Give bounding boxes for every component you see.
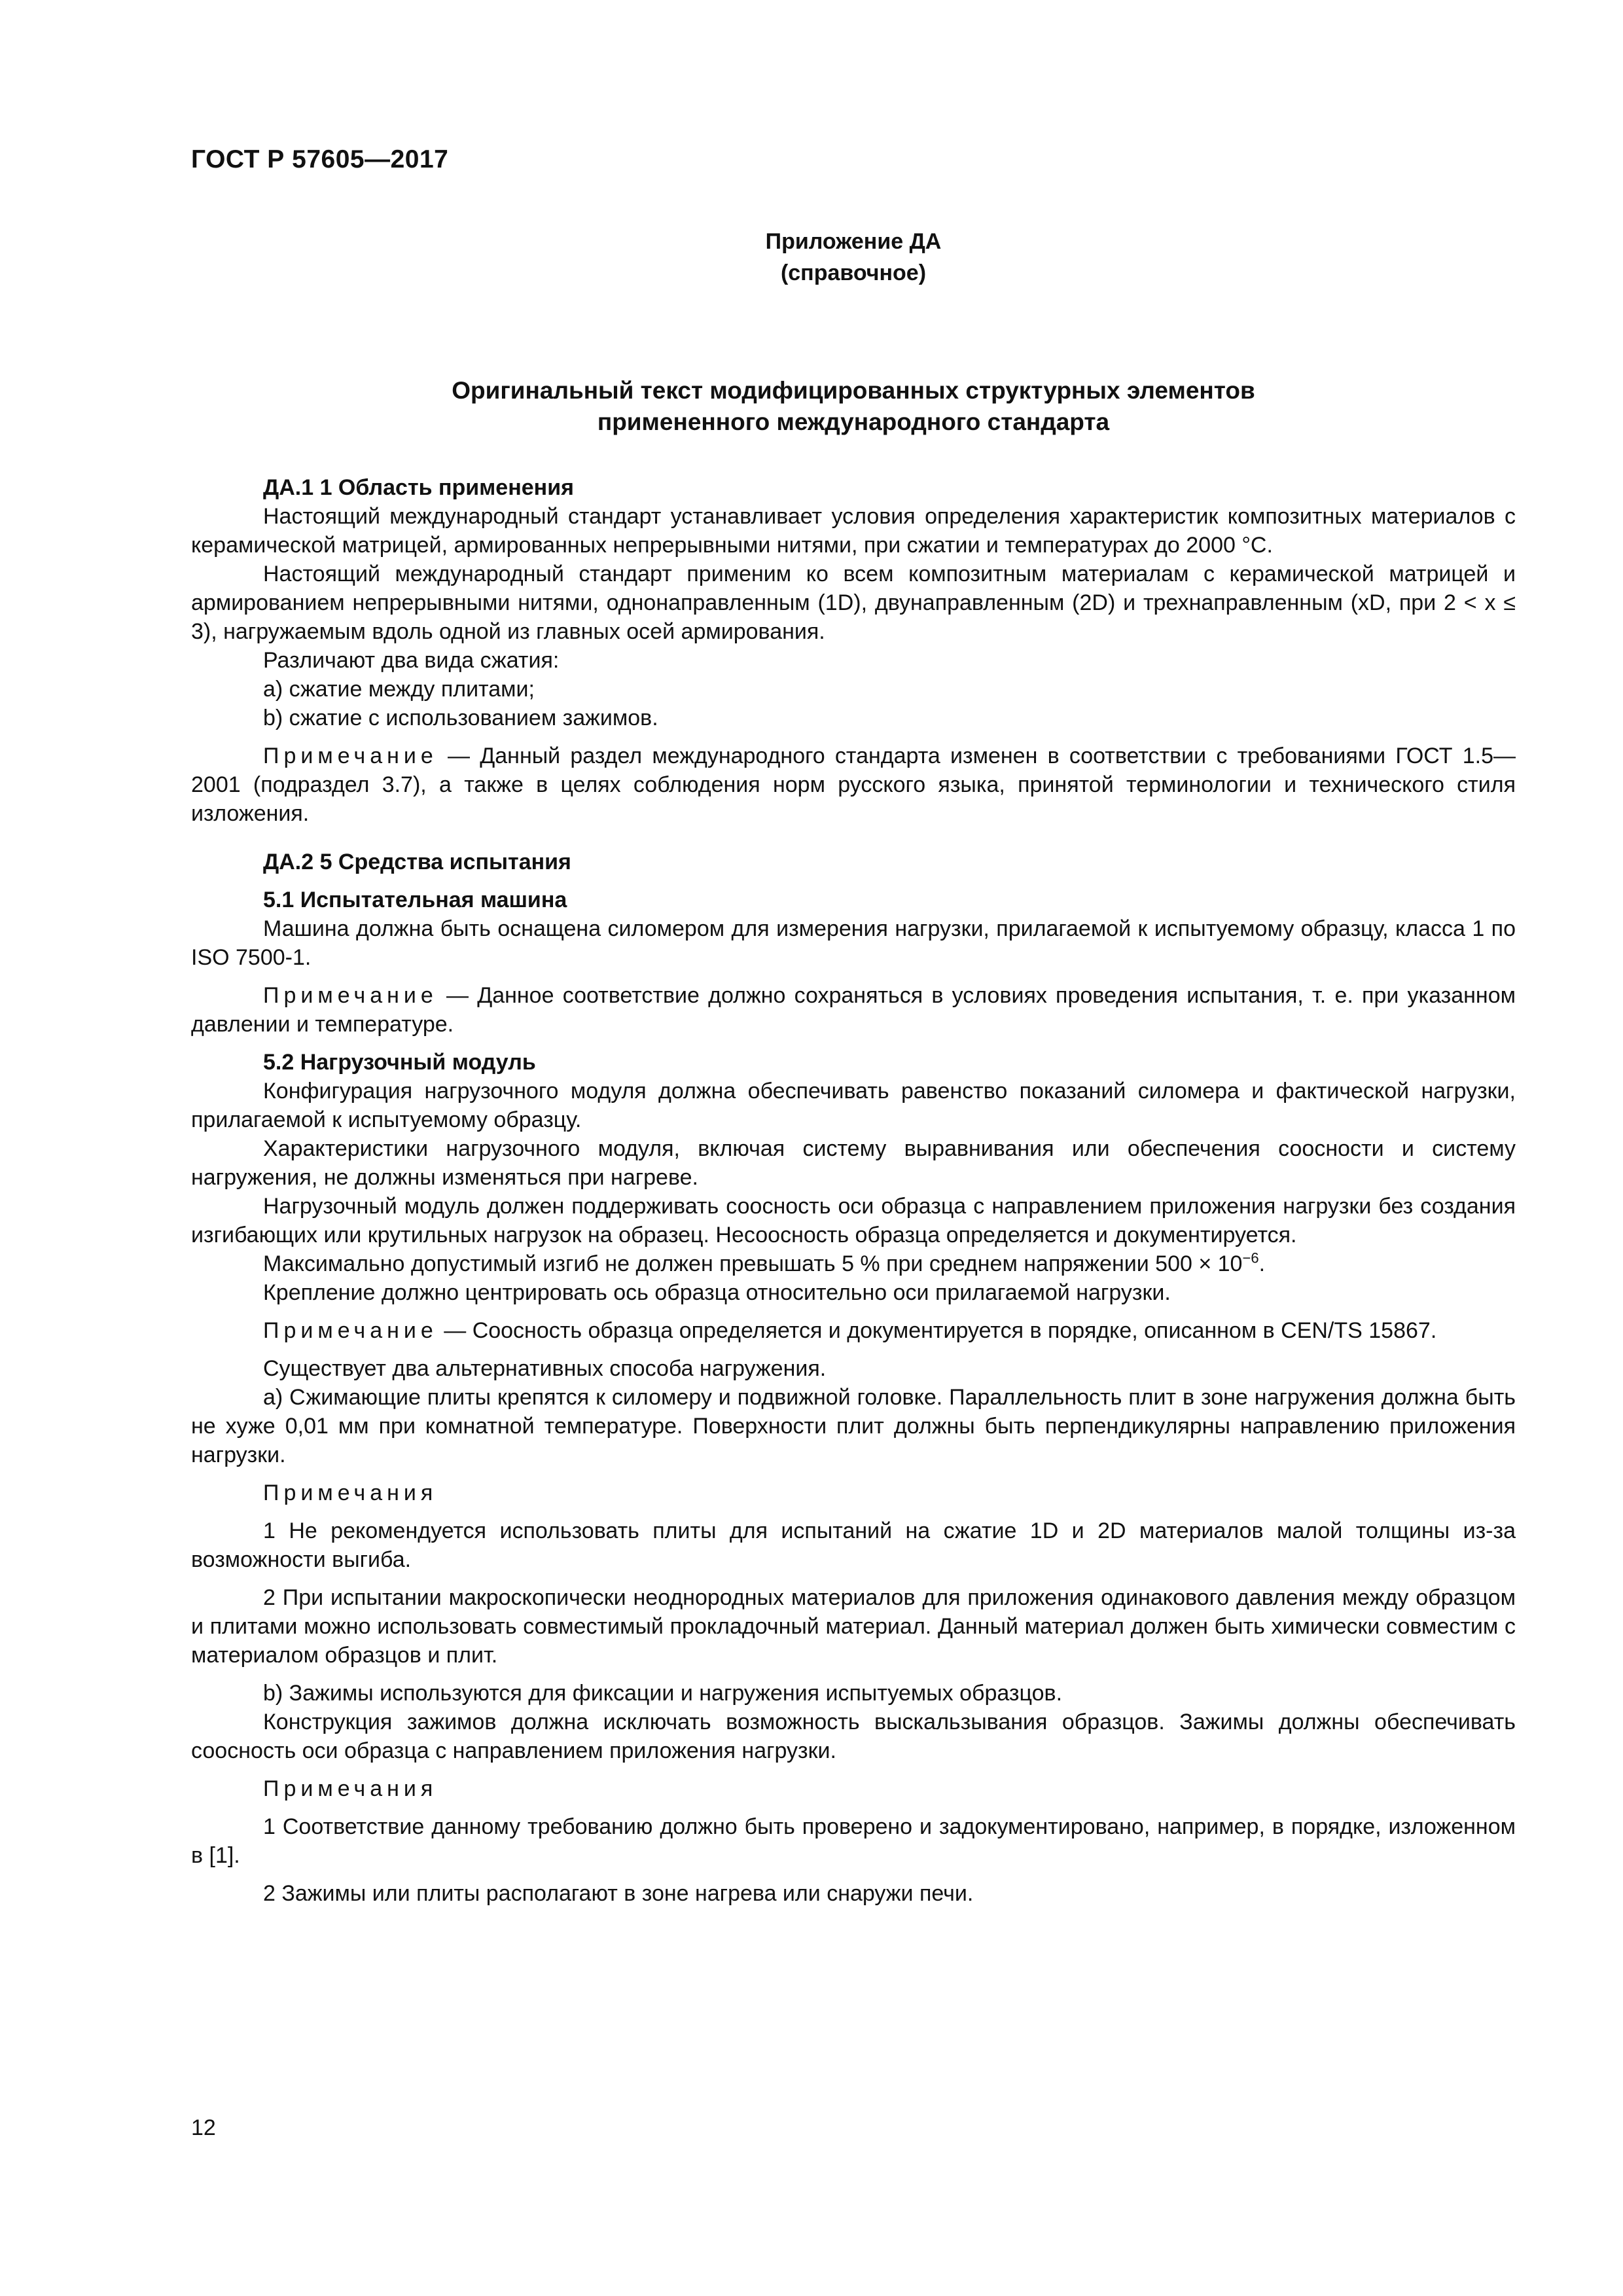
subsection-heading-test-machine: 5.1 Испытательная машина [263, 888, 567, 912]
paragraph: Различают два вида сжатия: [263, 648, 560, 673]
paragraph: Существует два альтернативных способа нагружения. [263, 1356, 827, 1381]
note-text: — Данное соответствие должно сохраняться в условиях проведения испытания, т. е. при указанном давлении и температуре. [191, 983, 1516, 1037]
main-title-line-1: Оригинальный текст модифицированных структурных элементов [452, 377, 1255, 404]
paragraph: Характеристики нагрузочного модуля, включая систему выравнивания или обеспечения соосности и систему нагружения, не должны изменяться при нагреве. [191, 1136, 1516, 1190]
annex-heading [191, 226, 1516, 289]
annex-title: Приложение ДА [765, 229, 942, 254]
document-body [191, 473, 1516, 1908]
note-label: Примечание [263, 1318, 438, 1343]
note-item: 2 При испытании макроскопически неоднородных материалов для приложения одинакового давления между образцом и плитами можно использовать совместимый прокладочный материал. Данный материал должен быть химически совместим с материалом образцов и плит. [191, 1585, 1516, 1668]
main-title-line-2: примененного международного стандарта [597, 408, 1110, 435]
list-item: b) сжатие с использованием зажимов. [263, 706, 658, 730]
main-title [191, 375, 1516, 438]
document-code: ГОСТ Р 57605—2017 [191, 145, 449, 173]
annex-status: (справочное) [780, 260, 927, 285]
note-item: 1 Соответствие данному требованию должно быть проверено и задокументировано, например, в порядке, изложенном в [1]. [191, 1814, 1516, 1868]
paragraph: Настоящий международный стандарт устанавливает условия определения характеристик композитных материалов с керамической матрицей, армированных непрерывными нитями, при сжатии и температурах до 2000 °С. [191, 504, 1516, 558]
paragraph-end: . [1258, 1251, 1266, 1276]
note [191, 1316, 1516, 1345]
paragraph: Конфигурация нагрузочного модуля должна обеспечивать равенство показаний силомера и фактической нагрузки, прилагаемой к испытуемому образцу. [191, 1079, 1516, 1132]
subsection-heading-load-module: 5.2 Нагрузочный модуль [263, 1050, 536, 1075]
note [191, 742, 1516, 828]
note-item: 2 Зажимы или плиты располагают в зоне нагрева или снаружи печи. [263, 1881, 974, 1906]
paragraph: Настоящий международный стандарт применим ко всем композитным материалам с керамической матрицей и армированием непрерывными нитями, однонаправленным (1D), двунаправленным (2D) и трехнаправленным (xD, при 2 < x ≤ 3), нагружаемым вдоль одной из главных осей армирования. [191, 562, 1516, 644]
section-heading-scope: ДА.1 1 Область применения [263, 475, 574, 500]
note-item: 1 Не рекомендуется использовать плиты для испытаний на сжатие 1D и 2D материалов малой толщины из-за возможности выгиба. [191, 1518, 1516, 1572]
list-item: а) сжатие между плитами; [263, 677, 535, 702]
section-heading-test-equipment: ДА.2 5 Средства испытания [263, 850, 571, 874]
note-text: — Данный раздел международного стандарта изменен в соответствии с требованиями ГОСТ 1.5—2001 (подраздел 3.7), а также в целях соблюдения норм русского языка, принятой терминологии и технического стиля изложения. [191, 744, 1516, 826]
paragraph: Крепление должно центрировать ось образца относительно оси прилагаемой нагрузки. [263, 1280, 1171, 1305]
note-text: — Соосность образца определяется и документируется в порядке, описанном в CEN/TS 15867. [437, 1318, 1437, 1343]
list-item: b) Зажимы используются для фиксации и нагружения испытуемых образцов. [263, 1681, 1063, 1706]
notes-label: Примечания [263, 1776, 438, 1801]
note [191, 981, 1516, 1039]
note-label: Примечание [263, 744, 438, 768]
page-number: 12 [191, 2115, 216, 2140]
paragraph: Нагрузочный модуль должен поддерживать соосность оси образца с направлением приложения нагрузки без создания изгибающих или крутильных нагрузок на образец. Несоосность образца определяется и документируется. [191, 1194, 1516, 1247]
paragraph: Машина должна быть оснащена силомером для измерения нагрузки, прилагаемой к испытуемому образцу, класса 1 по ISO 7500-1. [191, 916, 1516, 970]
list-item: а) Сжимающие плиты крепятся к силомеру и подвижной головке. Параллельность плит в зоне нагружения должна быть не хуже 0,01 мм при комнатной температуре. Поверхности плит должны быть перпендикулярны направлению приложения нагрузки. [191, 1385, 1516, 1467]
note-label: Примечание [263, 983, 438, 1008]
notes-label: Примечания [263, 1480, 438, 1505]
exponent: −6 [1242, 1249, 1259, 1266]
paragraph: Конструкция зажимов должна исключать возможность выскальзывания образцов. Зажимы должны обеспечивать соосность оси образца с направлением приложения нагрузки. [191, 1710, 1516, 1763]
paragraph [191, 1249, 1516, 1278]
paragraph-text: Максимально допустимый изгиб не должен превышать 5 % при среднем напряжении 500 × 10 [263, 1251, 1243, 1276]
